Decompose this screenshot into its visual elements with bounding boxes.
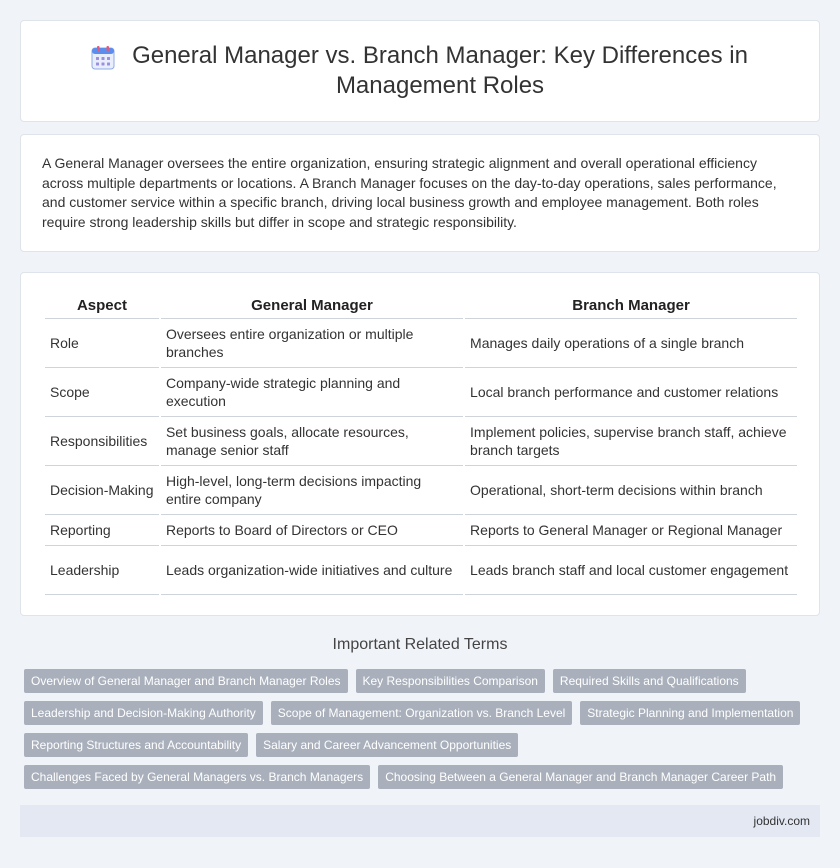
related-term-tag[interactable]: Scope of Management: Organization vs. Branch Level — [271, 701, 573, 725]
tag-row — [24, 765, 824, 789]
general-manager-cell: Set business goals, allocate resources, manage senior staff — [161, 417, 463, 466]
aspect-cell: Responsibilities — [45, 417, 159, 466]
related-term-tag[interactable]: Challenges Faced by General Managers vs. Branch Managers — [24, 765, 370, 789]
table-row — [45, 319, 797, 368]
branch-manager-cell: Operational, short-term decisions within branch — [465, 466, 797, 515]
page-title: General Manager vs. Branch Manager: Key Differences in Management Roles — [132, 42, 748, 99]
intro-text: A General Manager oversees the entire organization, ensuring strategic alignment and overall operational efficiency across multiple departments or locations. A Branch Manager focuses on the day-to-day operations, sales performance, and customer service within a specific branch, driving local business growth and employee management. Both roles require strong leadership skills but differ in scope and strategic responsibility. — [42, 155, 777, 230]
header-aspect: Aspect — [45, 293, 159, 319]
title-wrap — [90, 41, 750, 101]
footer-site-link[interactable]: jobdiv.com — [753, 814, 810, 828]
tag-row — [24, 733, 824, 757]
related-term-tag[interactable]: Leadership and Decision-Making Authority — [24, 701, 263, 725]
general-manager-cell: Leads organization-wide initiatives and culture — [161, 546, 463, 595]
related-term-tag[interactable]: Required Skills and Qualifications — [553, 669, 746, 693]
related-term-tag[interactable]: Salary and Career Advancement Opportunities — [256, 733, 518, 757]
tag-row — [24, 701, 824, 725]
aspect-cell: Scope — [45, 368, 159, 417]
footer — [20, 805, 820, 837]
branch-manager-cell: Implement policies, supervise branch staff, achieve branch targets — [465, 417, 797, 466]
related-term-tag[interactable]: Choosing Between a General Manager and Branch Manager Career Path — [378, 765, 783, 789]
related-term-tag[interactable]: Strategic Planning and Implementation — [580, 701, 800, 725]
header-general-manager: General Manager — [161, 293, 463, 319]
related-terms-list — [24, 669, 824, 797]
intro-card — [20, 134, 820, 252]
table-row — [45, 417, 797, 466]
comparison-table — [43, 293, 799, 595]
general-manager-cell: Reports to Board of Directors or CEO — [161, 515, 463, 546]
branch-manager-cell: Reports to General Manager or Regional Manager — [465, 515, 797, 546]
table-row — [45, 368, 797, 417]
related-term-tag[interactable]: Reporting Structures and Accountability — [24, 733, 248, 757]
tag-row — [24, 669, 824, 693]
general-manager-cell: Company-wide strategic planning and execution — [161, 368, 463, 417]
branch-manager-cell: Leads branch staff and local customer engagement — [465, 546, 797, 595]
header-card — [20, 20, 820, 122]
branch-manager-cell: Local branch performance and customer relations — [465, 368, 797, 417]
aspect-cell: Decision-Making — [45, 466, 159, 515]
related-term-tag[interactable]: Key Responsibilities Comparison — [356, 669, 545, 693]
related-term-tag[interactable]: Overview of General Manager and Branch Manager Roles — [24, 669, 348, 693]
header-branch-manager: Branch Manager — [465, 293, 797, 319]
general-manager-cell: High-level, long-term decisions impacting entire company — [161, 466, 463, 515]
aspect-cell: Role — [45, 319, 159, 368]
table-row — [45, 515, 797, 546]
branch-manager-cell: Manages daily operations of a single branch — [465, 319, 797, 368]
general-manager-cell: Oversees entire organization or multiple branches — [161, 319, 463, 368]
comparison-card — [20, 272, 820, 616]
table-row — [45, 546, 797, 595]
aspect-cell: Leadership — [45, 546, 159, 595]
calendar-icon — [90, 45, 116, 71]
aspect-cell: Reporting — [45, 515, 159, 546]
table-row — [45, 466, 797, 515]
table-header-row — [45, 293, 797, 319]
related-terms-title: Important Related Terms — [332, 636, 508, 653]
